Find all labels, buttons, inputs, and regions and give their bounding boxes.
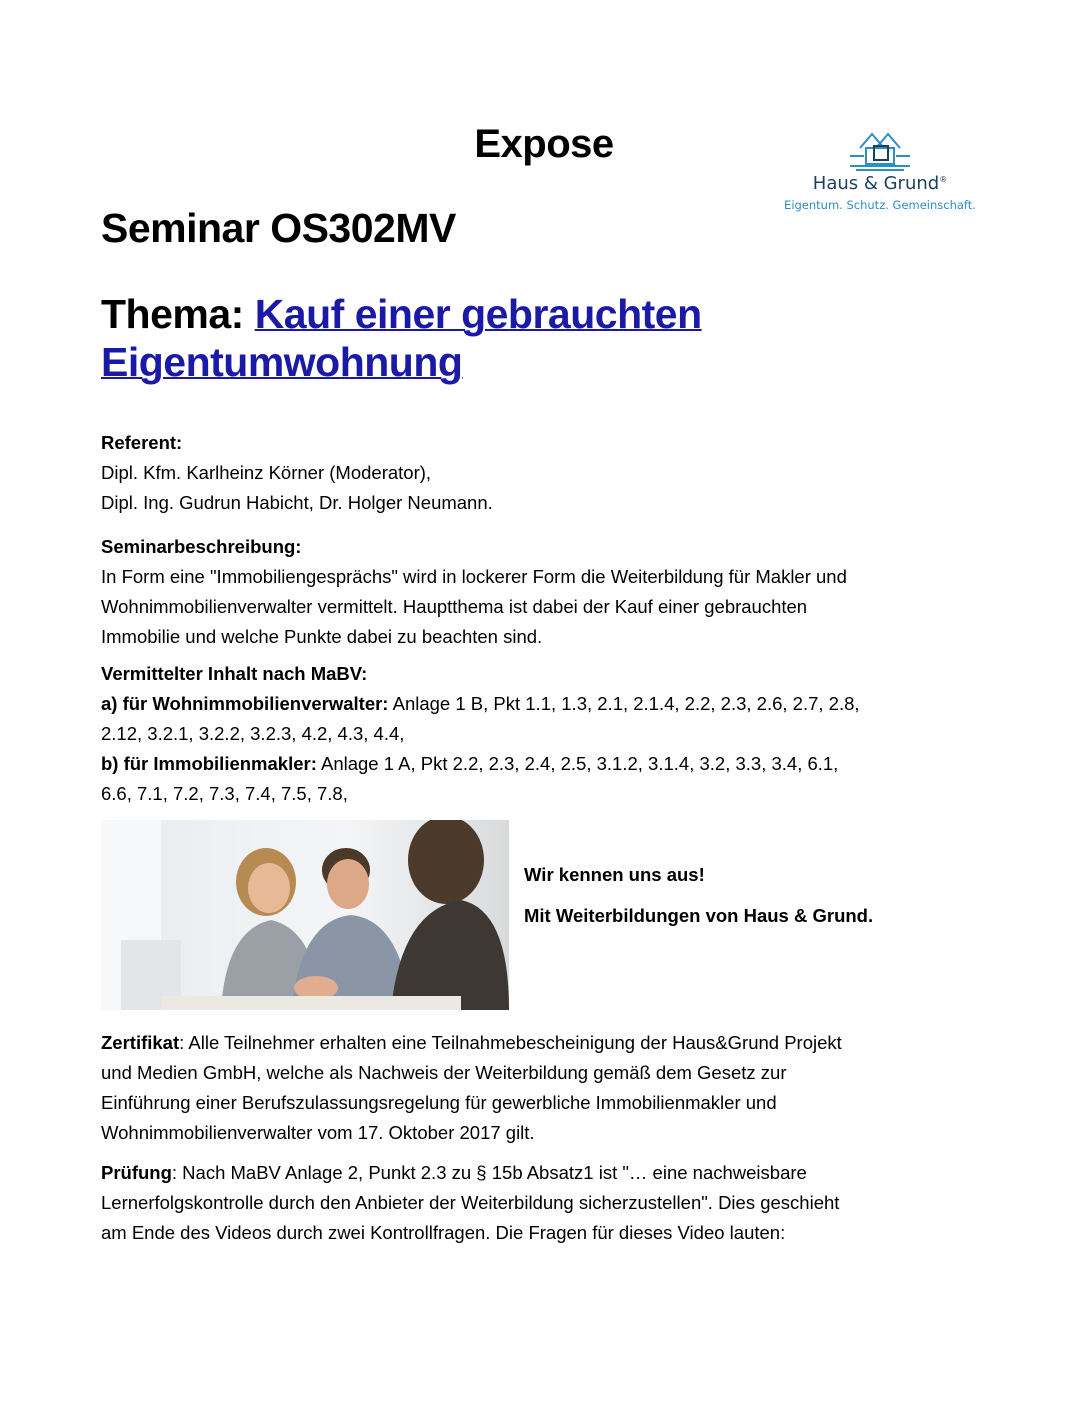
zertifikat-label: Zertifikat xyxy=(101,1032,180,1053)
inhalt-a-line-2: 2.12, 3.2.1, 3.2.2, 3.2.3, 4.2, 4.3, 4.4, xyxy=(101,723,405,744)
referent-line-2: Dipl. Ing. Gudrun Habicht, Dr. Holger Neumann. xyxy=(101,492,493,513)
pruefung-label: Prüfung xyxy=(101,1162,172,1183)
thema-link-line1: Kauf einer gebrauchten xyxy=(254,291,702,337)
seminar-title: Seminar OS302MV xyxy=(101,205,456,251)
pruefung-line-3: am Ende des Videos durch zwei Kontrollfragen. Die Fragen für dieses Video lauten: xyxy=(101,1222,786,1243)
zertifikat-line-3: Einführung einer Berufszulassungsregelung für gewerbliche Immobilienmakler und xyxy=(101,1092,777,1113)
thema-link-line2: Eigentumwohnung xyxy=(101,339,463,385)
promo-line-2: Mit Weiterbildungen von Haus & Grund. xyxy=(524,905,874,926)
referent-line-1: Dipl. Kfm. Karlheinz Körner (Moderator), xyxy=(101,462,432,483)
inhalt-a-line-1 xyxy=(101,689,981,719)
inhalt-b-line-1 xyxy=(101,749,981,779)
inhalt-a-label: a) für Wohnimmobilienverwalter: xyxy=(101,693,389,714)
beschreibung-line-3: Immobilie und welche Punkte dabei zu beachten sind. xyxy=(101,626,543,647)
pruefung-section xyxy=(101,1158,981,1248)
haus-und-grund-logo xyxy=(780,118,980,228)
pruefung-text: : Nach MaBV Anlage 2, Punkt 2.3 zu § 15b Absatz1 ist "… eine nachweisbare xyxy=(171,1162,807,1183)
beschreibung-line-1: In Form eine "Immobiliengesprächs" wird in lockerer Form die Weiterbildung für Makler und xyxy=(101,566,847,587)
inhalt-heading: Vermittelter Inhalt nach MaBV: xyxy=(101,663,368,684)
zertifikat-line-4: Wohnimmobilienverwalter vom 17. Oktober 2017 gilt. xyxy=(101,1122,535,1143)
thema-heading xyxy=(101,290,861,386)
registered-mark: ® xyxy=(939,175,948,184)
beschreibung-section xyxy=(101,532,981,652)
house-icon xyxy=(780,118,980,174)
inhalt-b-text: Anlage 1 A, Pkt 2.2, 2.3, 2.4, 2.5, 3.1.2, 3.1.4, 3.2, 3.3, 3.4, 6.1, xyxy=(316,753,839,774)
beschreibung-heading: Seminarbeschreibung: xyxy=(101,536,302,557)
zertifikat-line-2: und Medien GmbH, welche als Nachweis der Weiterbildung gemäß dem Gesetz zur xyxy=(101,1062,787,1083)
document-title: Expose xyxy=(474,122,614,166)
referent-section xyxy=(101,428,981,518)
inhalt-b-line-2: 6.6, 7.1, 7.2, 7.3, 7.4, 7.5, 7.8, xyxy=(101,783,348,804)
beschreibung-line-2: Wohnimmobilienverwalter vermittelt. Hauptthema ist dabei der Kauf einer gebrauchten xyxy=(101,596,808,617)
inhalt-a-text: Anlage 1 B, Pkt 1.1, 1.3, 2.1, 2.1.4, 2.2, 2.3, 2.6, 2.7, 2.8, xyxy=(388,693,860,714)
zertifikat-text: : Alle Teilnehmer erhalten eine Teilnahmebescheinigung der Haus&Grund Projekt xyxy=(179,1032,842,1053)
promo-line-1: Wir kennen uns aus! xyxy=(524,864,705,885)
logo-slogan: Eigentum. Schutz. Gemeinschaft. xyxy=(784,198,976,212)
logo-brand xyxy=(780,173,980,194)
inhalt-section xyxy=(101,659,981,809)
zertifikat-line-1 xyxy=(101,1028,981,1058)
pruefung-line-2: Lernerfolgskontrolle durch den Anbieter der Weiterbildung sicherzustellen". Dies geschieht xyxy=(101,1192,840,1213)
logo-brand-text: Haus & Grund xyxy=(812,173,940,194)
pruefung-line-1 xyxy=(101,1158,981,1188)
referent-heading: Referent: xyxy=(101,432,183,453)
thema-label: Thema: xyxy=(101,291,255,337)
zertifikat-section xyxy=(101,1028,981,1148)
inhalt-b-label: b) für Immobilienmakler: xyxy=(101,753,317,774)
consultation-photo xyxy=(101,820,509,1010)
